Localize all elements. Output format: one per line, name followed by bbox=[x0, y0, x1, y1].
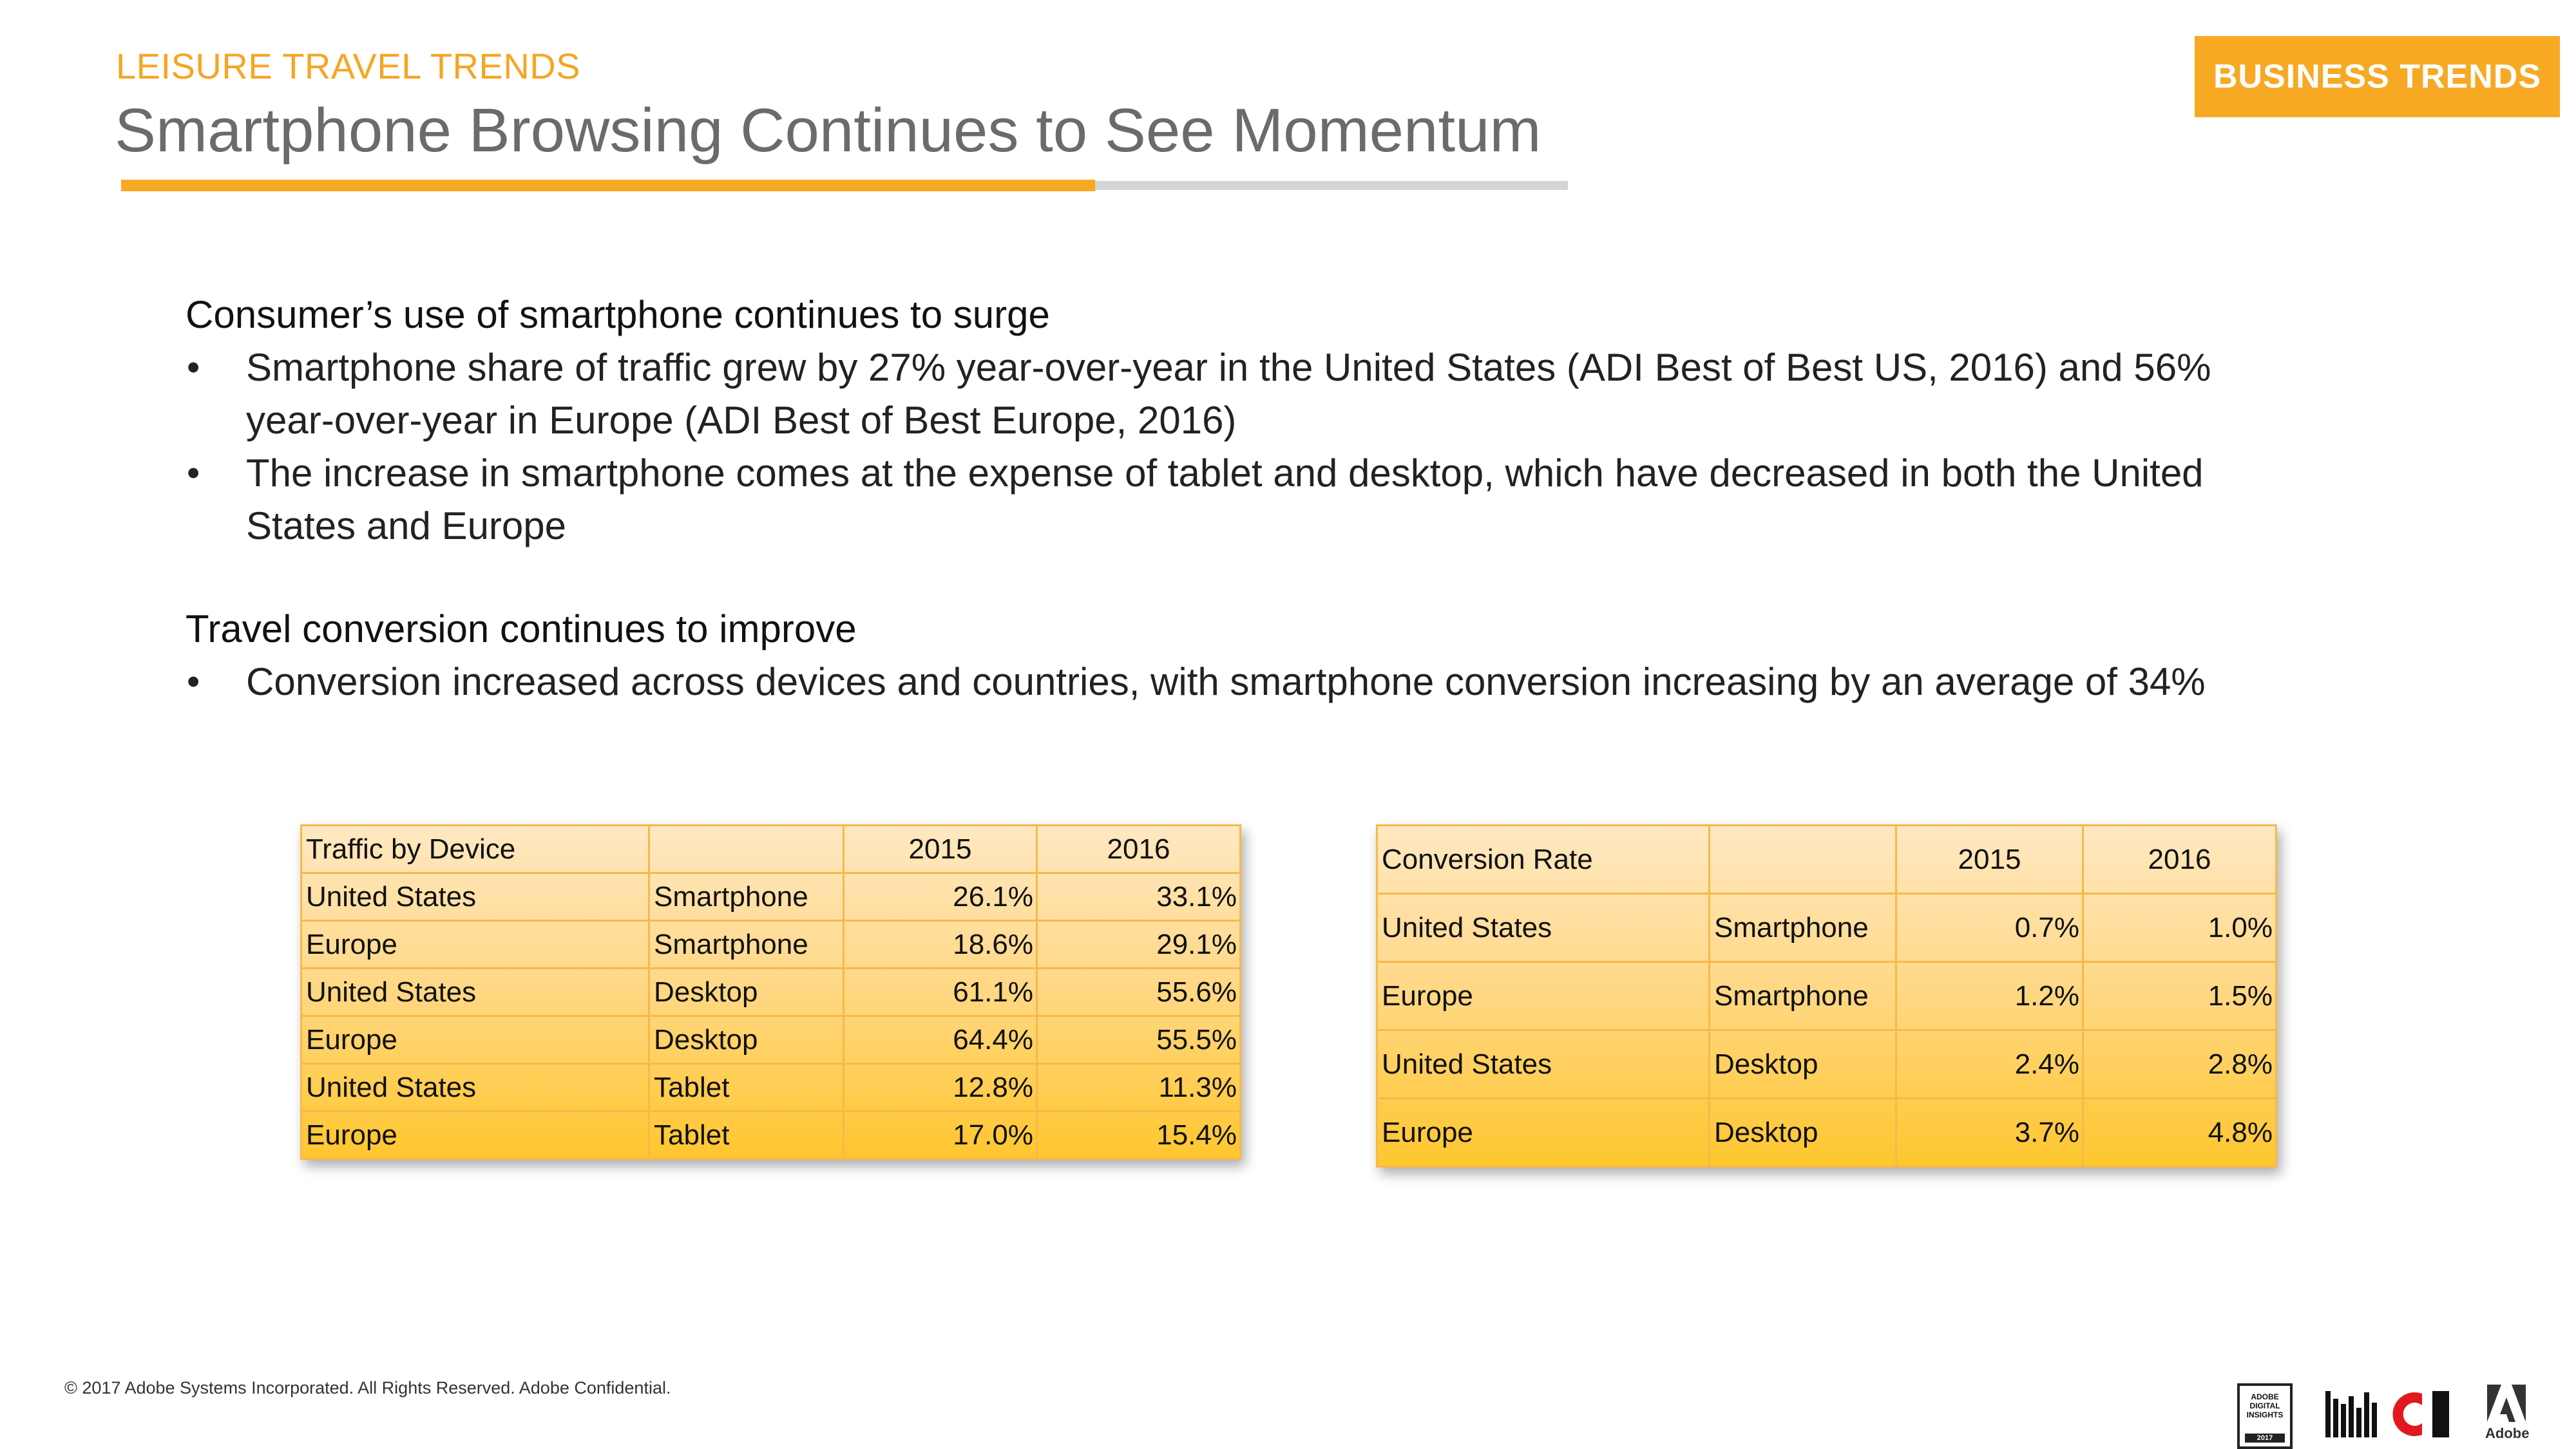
value-2015-cell: 3.7% bbox=[1896, 1099, 2083, 1167]
value-2015-cell: 61.1% bbox=[844, 969, 1037, 1016]
value-2015-cell: 2.4% bbox=[1896, 1030, 2083, 1099]
value-2016-cell: 55.5% bbox=[1037, 1016, 1241, 1064]
slide-body bbox=[186, 289, 2279, 708]
adobe-digital-insights-logo bbox=[2237, 1383, 2293, 1449]
adi-logo-year: 2017 bbox=[2245, 1434, 2285, 1443]
device-cell: Tablet bbox=[649, 1112, 844, 1159]
column-header-2015: 2015 bbox=[844, 826, 1037, 873]
bullet-list-conversion bbox=[186, 656, 2279, 708]
heading-conversion-improve: Travel conversion continues to improve bbox=[186, 607, 857, 650]
table-row bbox=[1377, 1030, 2276, 1099]
value-2015-cell: 0.7% bbox=[1896, 894, 2083, 962]
value-2015-cell: 12.8% bbox=[844, 1064, 1037, 1112]
value-2016-cell: 11.3% bbox=[1037, 1064, 1241, 1112]
value-2016-cell: 4.8% bbox=[2083, 1099, 2276, 1167]
business-trends-badge[interactable]: BUSINESS TRENDS bbox=[2195, 36, 2560, 117]
table-row bbox=[301, 1064, 1241, 1112]
adobe-a-icon bbox=[2487, 1385, 2526, 1422]
table-row bbox=[301, 873, 1241, 921]
value-2015-cell: 1.2% bbox=[1896, 962, 2083, 1030]
traffic-by-device-table bbox=[300, 824, 1241, 1160]
value-2015-cell: 26.1% bbox=[844, 873, 1037, 921]
table-row bbox=[1377, 962, 2276, 1030]
region-cell: Europe bbox=[301, 1016, 649, 1064]
table-row bbox=[1377, 1099, 2276, 1167]
device-cell: Smartphone bbox=[1710, 962, 1896, 1030]
value-2015-cell: 18.6% bbox=[844, 921, 1037, 969]
device-cell: Smartphone bbox=[1710, 894, 1896, 962]
table-header-row bbox=[301, 826, 1241, 873]
table-header-empty bbox=[1710, 826, 1896, 894]
region-cell: Europe bbox=[1377, 962, 1710, 1030]
device-cell: Smartphone bbox=[649, 873, 844, 921]
device-cell: Desktop bbox=[649, 1016, 844, 1064]
table-row bbox=[1377, 894, 2276, 962]
column-header-2016: 2016 bbox=[1037, 826, 1241, 873]
table-header-row bbox=[1377, 826, 2276, 894]
value-2016-cell: 2.8% bbox=[2083, 1030, 2276, 1099]
table-row bbox=[301, 969, 1241, 1016]
region-cell: United States bbox=[301, 1064, 649, 1112]
section-label: LEISURE TRAVEL TRENDS bbox=[116, 46, 581, 86]
value-2016-cell: 1.5% bbox=[2083, 962, 2276, 1030]
adi-logo-text: ADOBE DIGITAL INSIGHTS bbox=[2246, 1392, 2284, 1419]
value-2015-cell: 17.0% bbox=[844, 1112, 1037, 1159]
table-header-empty bbox=[649, 826, 844, 873]
region-cell: Europe bbox=[301, 921, 649, 969]
value-2016-cell: 29.1% bbox=[1037, 921, 1241, 969]
table-row bbox=[301, 1016, 1241, 1064]
value-2016-cell: 33.1% bbox=[1037, 873, 1241, 921]
mci-logo bbox=[2325, 1385, 2454, 1439]
column-header-2016: 2016 bbox=[2083, 826, 2276, 894]
device-cell: Desktop bbox=[1710, 1030, 1896, 1099]
table-title: Conversion Rate bbox=[1377, 826, 1710, 894]
copyright-footer: © 2017 Adobe Systems Incorporated. All Rights Reserved. Adobe Confidential. bbox=[64, 1378, 671, 1397]
bullet-conversion-increase: • Conversion increased across devices and countries, with smartphone conversion increasing by an average of 34% bbox=[186, 656, 2279, 708]
region-cell: United States bbox=[301, 873, 649, 921]
conversion-rate-table bbox=[1376, 824, 2277, 1168]
heading-smartphone-surge: Consumer’s use of smartphone continues to surge bbox=[186, 293, 1050, 336]
adobe-wordmark: Adobe bbox=[2485, 1425, 2530, 1441]
device-cell: Tablet bbox=[649, 1064, 844, 1112]
bullet-list-smartphone bbox=[186, 341, 2279, 553]
bullet-tablet-desktop-decline: • The increase in smartphone comes at the expense of tablet and desktop, which have decreased in both the United States and Europe bbox=[186, 447, 2279, 553]
table-title: Traffic by Device bbox=[301, 826, 649, 873]
value-2016-cell: 55.6% bbox=[1037, 969, 1241, 1016]
region-cell: Europe bbox=[301, 1112, 649, 1159]
value-2015-cell: 64.4% bbox=[844, 1016, 1037, 1064]
region-cell: United States bbox=[1377, 894, 1710, 962]
table-row bbox=[301, 921, 1241, 969]
title-rule-accent bbox=[121, 180, 1095, 191]
device-cell: Desktop bbox=[1710, 1099, 1896, 1167]
device-cell: Smartphone bbox=[649, 921, 844, 969]
value-2016-cell: 15.4% bbox=[1037, 1112, 1241, 1159]
region-cell: United States bbox=[301, 969, 649, 1016]
page-title: Smartphone Browsing Continues to See Momentum bbox=[115, 96, 1541, 165]
bullet-traffic-growth: • Smartphone share of traffic grew by 27% year-over-year in the United States (ADI Best of Best US, 2016) and 56% year-over-year in Europe (ADI Best of Best Europe, 2016) bbox=[186, 341, 2279, 447]
region-cell: United States bbox=[1377, 1030, 1710, 1099]
column-header-2015: 2015 bbox=[1896, 826, 2083, 894]
table-row bbox=[301, 1112, 1241, 1159]
region-cell: Europe bbox=[1377, 1099, 1710, 1167]
adobe-logo bbox=[2485, 1385, 2528, 1443]
device-cell: Desktop bbox=[649, 969, 844, 1016]
value-2016-cell: 1.0% bbox=[2083, 894, 2276, 962]
